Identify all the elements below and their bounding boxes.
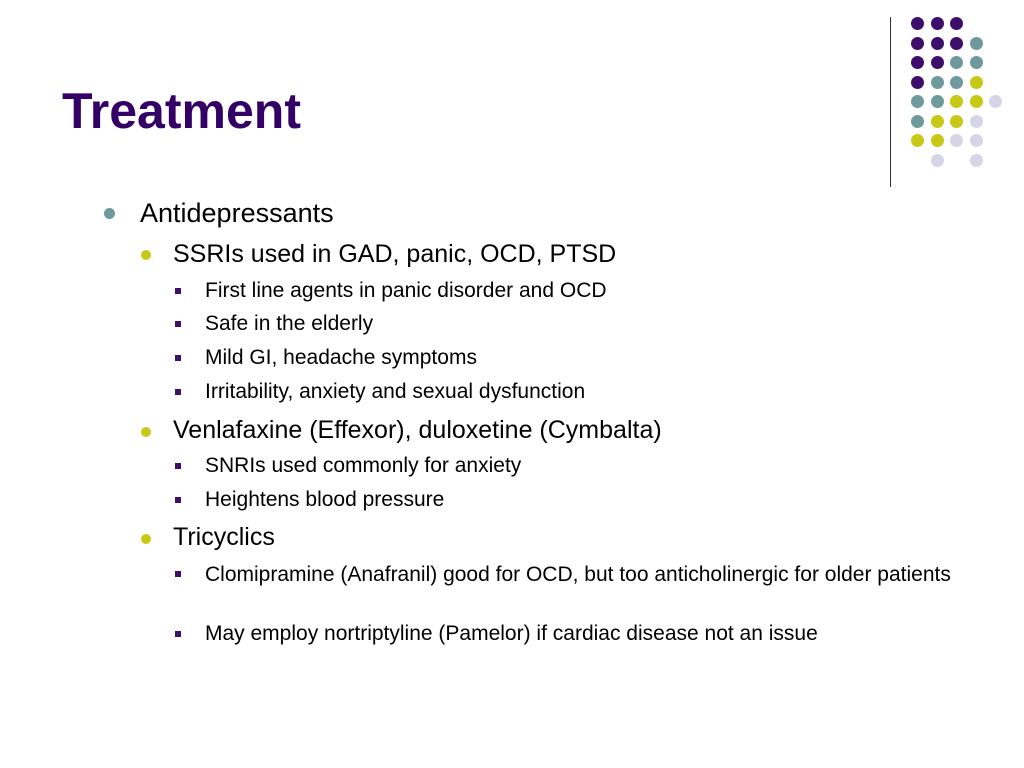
sub-bullet-dot-icon <box>141 250 151 260</box>
bullet-item-level3: Heightens blood pressure <box>205 488 445 511</box>
square-bullet-icon <box>175 631 181 637</box>
slide-title: Treatment <box>62 83 301 139</box>
bullet-item-level2: Tricyclics <box>173 523 275 551</box>
bullet-item-level3: Mild GI, headache symptoms <box>205 346 477 369</box>
bullet-item-level3: May employ nortriptyline (Pamelor) if cardiac disease not an issue <box>205 622 818 645</box>
square-bullet-icon <box>175 497 181 503</box>
bullet-item-level3: Safe in the elderly <box>205 312 374 335</box>
bullet-item-level3: First line agents in panic disorder and OCD <box>205 279 607 302</box>
square-bullet-icon <box>175 463 181 469</box>
bullet-item-level2: SSRIs used in GAD, panic, OCD, PTSD <box>173 240 617 268</box>
bullet-item-level3: Clomipramine (Anafranil) good for OCD, but too anticholinergic for older patients <box>205 563 951 586</box>
square-bullet-icon <box>175 321 181 327</box>
square-bullet-icon <box>175 571 181 577</box>
square-bullet-icon <box>175 389 181 395</box>
bullet-item-level2: Venlafaxine (Effexor), duloxetine (Cymbalta) <box>173 416 662 444</box>
bullet-item-level3: Irritability, anxiety and sexual dysfunction <box>205 380 586 403</box>
bullet-dot-icon <box>104 208 115 219</box>
square-bullet-icon <box>175 355 181 361</box>
sub-bullet-dot-icon <box>141 427 151 437</box>
bullet-item-level1: Antidepressants <box>140 198 334 228</box>
bullet-item-level3: SNRIs used commonly for anxiety <box>205 454 522 477</box>
square-bullet-icon <box>175 288 181 294</box>
sub-bullet-dot-icon <box>141 534 151 544</box>
